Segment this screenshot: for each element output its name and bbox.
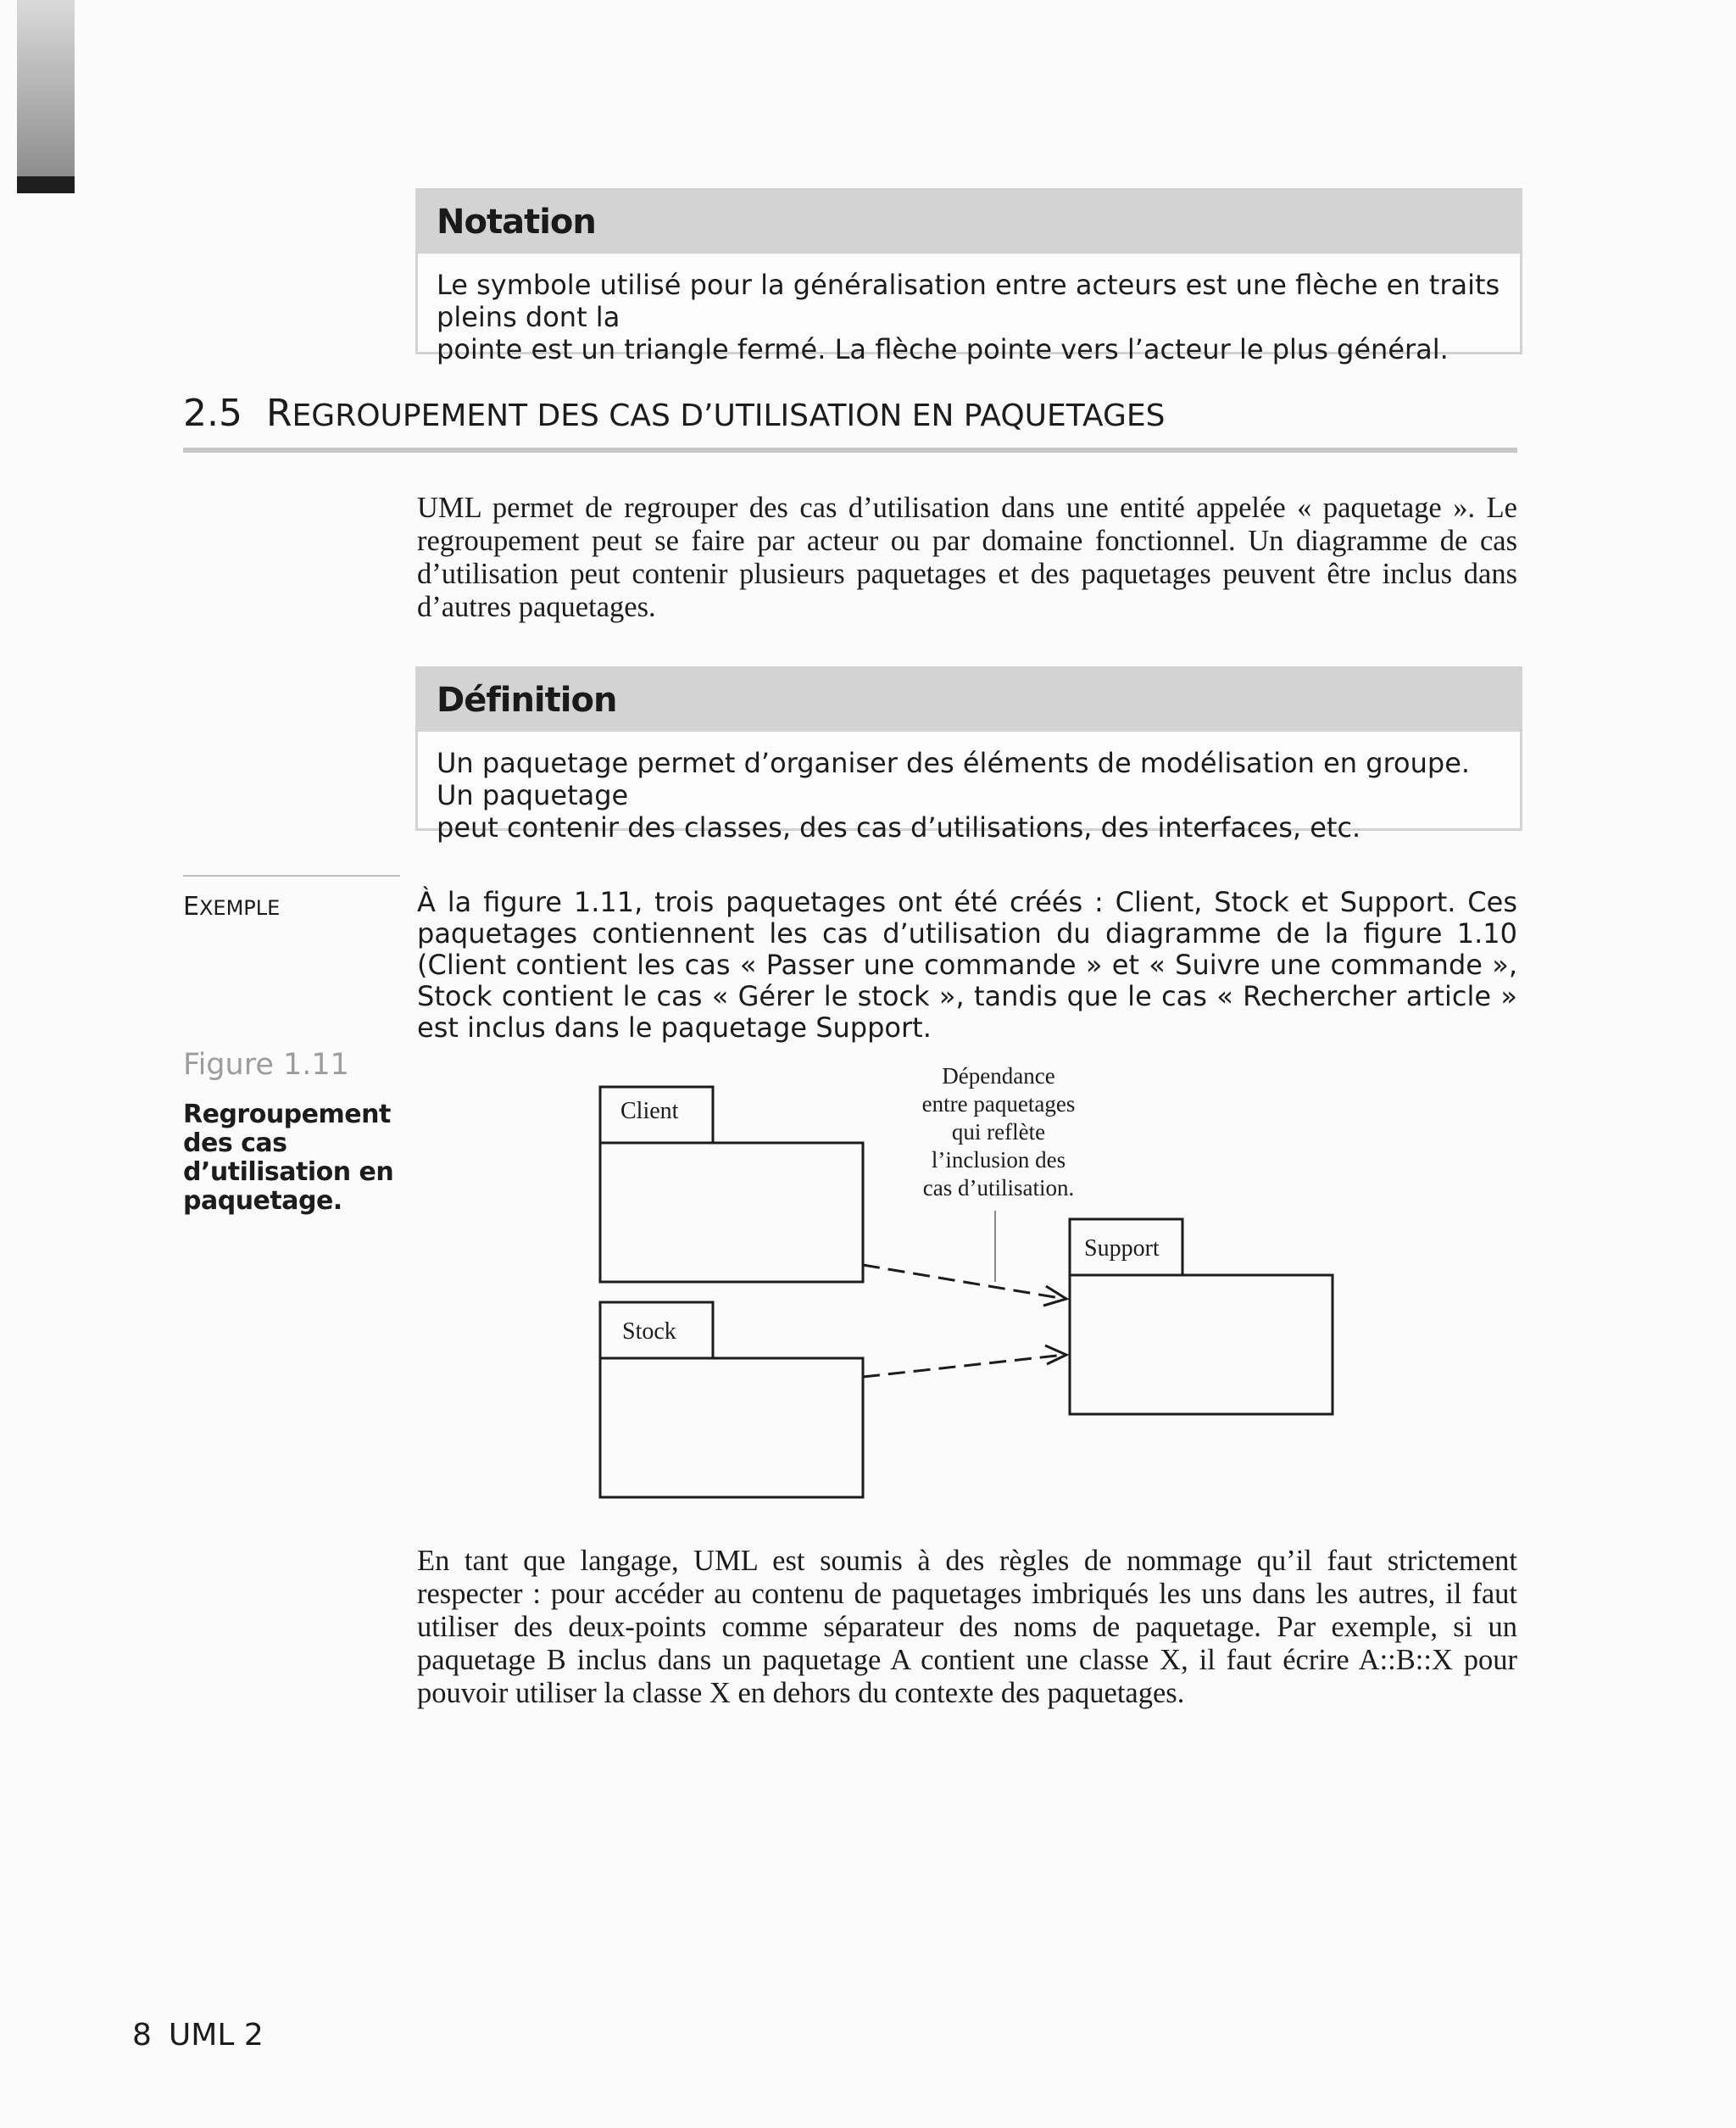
note-line: cas d’utilisation. (922, 1175, 1075, 1200)
figure-number: Figure 1.11 (183, 1048, 349, 1082)
example-label-initial: E (183, 892, 199, 922)
page-footer (132, 2018, 264, 2053)
book-title: UML 2 (168, 2018, 264, 2053)
support-package-label: Support (1084, 1235, 1160, 1262)
section-title-initial: R (265, 392, 292, 435)
naming-paragraph: En tant que langage, UML est soumis à des règles de nommage qu’il faut strictement respecter : pour accéder au contenu de paquetages imbriqués les uns dans les autres, il faut utiliser des deux-points comme séparateur des noms de paquetage. Par exemple, si un paquetage B inclus dans un paquetage A contient une classe X, il faut écrire A::B::X pour pouvoir utiliser la classe X en dehors du contexte des paquetages. (417, 1545, 1517, 1709)
intro-paragraph: UML permet de regrouper des cas d’utilisation dans une entité appelée « paquetage ». Le regroupement peut se faire par acteur ou par domaine fonctionnel. Un diagramme de cas d’utilisation peut contenir plusieurs paquetages et des paquetages peuvent être inclus dans d’autres paquetages. (417, 492, 1517, 623)
example-text: À la figure 1.11, trois paquetages ont été créés : Client, Stock et Support. Ces paquetages contiennent les cas d’utilisation du diagramme de la figure 1.10 (Client contient les cas « Passer une commande » et « Suivre une commande », Stock contient le cas « Gérer le stock », tandis que le cas « Rechercher article » est inclus dans le paquetage Support. (417, 886, 1517, 1044)
client-support-dependency (863, 1265, 1065, 1299)
stock-package-label: Stock (622, 1318, 676, 1345)
page-number: 8 (132, 2018, 152, 2053)
definition-title: Définition (418, 669, 1520, 732)
example-label-rest: XEMPLE (198, 896, 281, 920)
support-package-body (1070, 1275, 1333, 1414)
client-package-body (600, 1143, 863, 1282)
notation-title: Notation (418, 191, 1520, 253)
stock-support-dependency (863, 1355, 1065, 1377)
definition-line: peut contenir des classes, des cas d’utilisations, des interfaces, etc. (437, 811, 1361, 844)
note-line: entre paquetages (921, 1091, 1076, 1117)
note-line: l’inclusion des (931, 1147, 1066, 1173)
client-package-label: Client (620, 1098, 679, 1124)
definition-line: Un paquetage permet d’organiser des éléments de modélisation en groupe. Un paquetage (437, 747, 1471, 811)
note-line: Dépendance (942, 1063, 1055, 1089)
notation-line: pointe est un triangle fermé. La flèche pointe vers l’acteur le plus général. (437, 333, 1449, 365)
note-line: qui reflète (951, 1119, 1046, 1145)
stock-package-body (600, 1358, 863, 1497)
section-title-rest: EGROUPEMENT DES CAS D’UTILISATION EN PAQUETAGES (292, 398, 1166, 433)
section-number: 2.5 (183, 392, 242, 435)
notation-line: Le symbole utilisé pour la généralisation entre acteurs est une flèche en traits pleins dont la (437, 269, 1500, 333)
figure-caption: Regroupement des cas d’utilisation en paquetage. (183, 1100, 394, 1216)
